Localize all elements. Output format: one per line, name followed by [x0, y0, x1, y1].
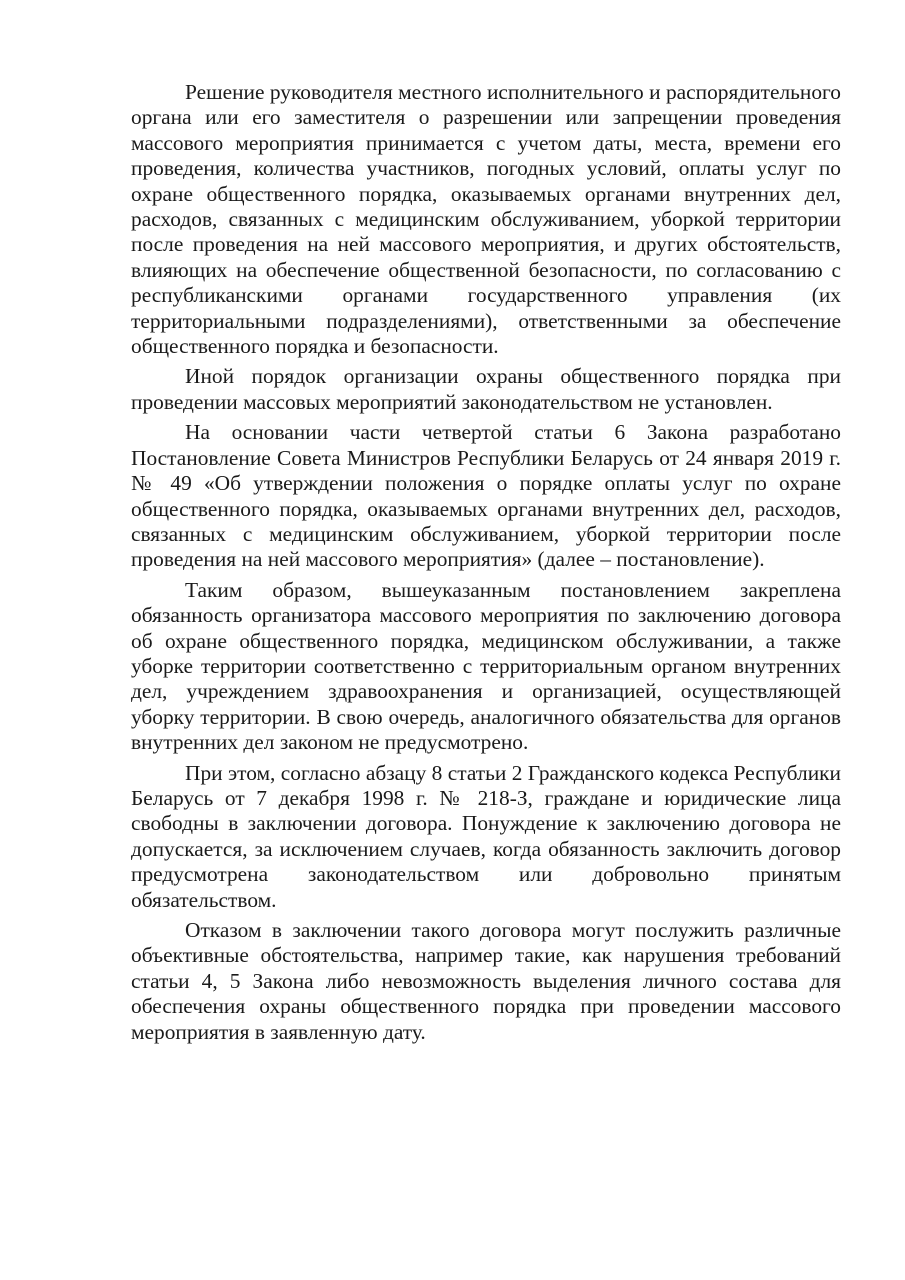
paragraph-refusal: Отказом в заключении такого договора могут послужить различные объективные обстоятельства, например такие, как нарушения требований статьи 4, 5 Закона либо невозможность выделения личного состава для обеспечения охраны общественного порядка при проведении массового мероприятия в заявленную дату. [131, 918, 841, 1044]
paragraph-obligation: Таким образом, вышеуказанным постановлением закреплена обязанность организатора массового мероприятия по заключению договора об охране общественного порядка, медицинском обслуживании, а также уборке территории соответственно с территориальным органом внутренних дел, учреждением здравоохранения и организацией, осуществляющей уборку территории. В свою очередь, аналогичного обязательства для органов внутренних дел законом не предусмотрено. [131, 577, 841, 755]
paragraph-resolution: На основании части четвертой статьи 6 Закона разработано Постановление Совета Министров Республики Беларусь от 24 января 2019 г. № 49 «Об утверждении положения о порядке оплаты услуг по охране общественного порядка, оказываемых органами внутренних дел, расходов, связанных с медицинским обслуживанием, уборкой территории после проведения на ней массового мероприятия» (далее – постановление). [131, 420, 841, 572]
document-body [131, 80, 841, 1050]
paragraph-decision: Решение руководителя местного исполнительного и распорядительного органа или его заместителя о разрешении или запрещении проведения массового мероприятия принимается с учетом даты, места, времени его проведения, количества участников, погодных условий, оплаты услуг по охране общественного порядка, оказываемых органами внутренних дел, расходов, связанных с медицинским обслуживанием, уборкой территории после проведения на ней массового мероприятия, и других обстоятельств, влияющих на обеспечение общественной безопасности, по согласованию с республиканскими органами государственного управления (их территориальными подразделениями), ответственными за обеспечение общественного порядка и безопасности. [131, 80, 841, 359]
paragraph-other-procedure: Иной порядок организации охраны общественного порядка при проведении массовых мероприятий законодательством не установлен. [131, 364, 841, 414]
paragraph-civil-code: При этом, согласно абзацу 8 статьи 2 Гражданского кодекса Республики Беларусь от 7 декабря 1998 г. № 218-З, граждане и юридические лица свободны в заключении договора. Понуждение к заключению договора не допускается, за исключением случаев, когда обязанность заключить договор предусмотрена законодательством или добровольно принятым обязательством. [131, 760, 841, 912]
